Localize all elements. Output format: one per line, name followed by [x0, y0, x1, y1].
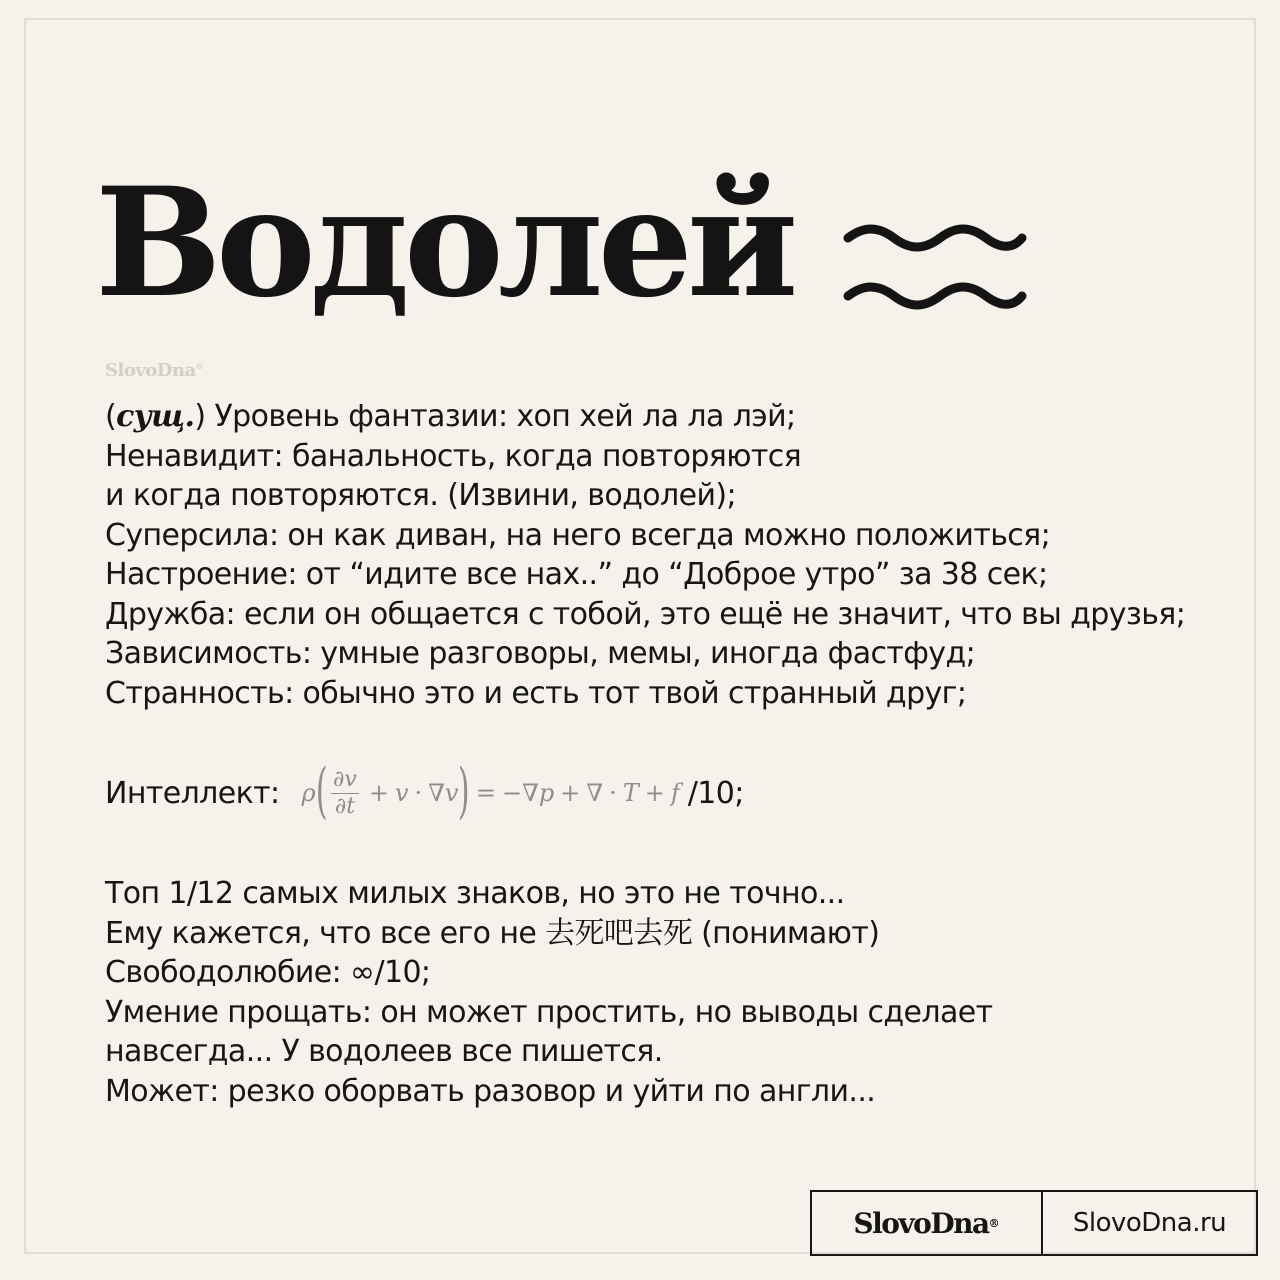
definition-line: (сущ.) Уровень фантазии: хоп хей ла ла лэй;: [105, 399, 796, 434]
definition-line: Настроение: от “идите все нах..” до “Доброе утро” за 38 сек;: [105, 557, 1048, 592]
definition-line: Странность: обычно это и есть тот твой странный друг;: [105, 675, 967, 711]
footer-brand-logo: SlovoDna ®: [812, 1192, 1043, 1254]
definition-line: Свободолюбие: ∞/10;: [105, 955, 431, 990]
definition-line: Ему кажется, что все его не 去死吧去死 (понимают): [105, 915, 880, 951]
watermark-logo: SlovoDna®: [105, 360, 204, 381]
footer-url-link[interactable]: SlovoDna.ru: [1072, 1208, 1227, 1238]
definition-body: [105, 397, 1225, 1111]
footer-badge: [810, 1190, 1258, 1256]
definition-line: Топ 1/12 самых милых знаков, но это не точно...: [105, 876, 845, 911]
intellect-label: Интеллект:: [105, 775, 280, 811]
navier-stokes-formula: ρ ( $\frac{\partial v}{\partial t}$ + v · ∇v ) = −∇p + ∇ · T + f: [301, 755, 680, 826]
definition-line: Зависимость: умные разговоры, мемы, иногда фастфуд;: [105, 636, 976, 671]
page-title: Водолей: [95, 155, 793, 331]
aquarius-icon: [842, 222, 1028, 312]
definition-line: Дружба: если он общается с тобой, это ещё не значит, что вы друзья;: [105, 596, 1186, 632]
definition-line: Суперсила: он как диван, на него всегда можно положиться;: [105, 517, 1051, 553]
definition-line: Может: резко оборвать разовор и уйти по англи...: [105, 1073, 876, 1109]
definition-line: и когда повторяются. (Извини, водолей);: [105, 478, 736, 513]
definition-line: Ненавидит: банальность, когда повторяются: [105, 438, 802, 474]
definition-line: навсегда... У водолеев все пишется.: [105, 1034, 663, 1069]
part-of-speech: сущ.: [116, 399, 195, 434]
intellect-score: /10;: [687, 775, 744, 811]
intellect-line: [105, 753, 1225, 835]
definition-line: Умение прощать: он может простить, но выводы сделает: [105, 994, 993, 1030]
